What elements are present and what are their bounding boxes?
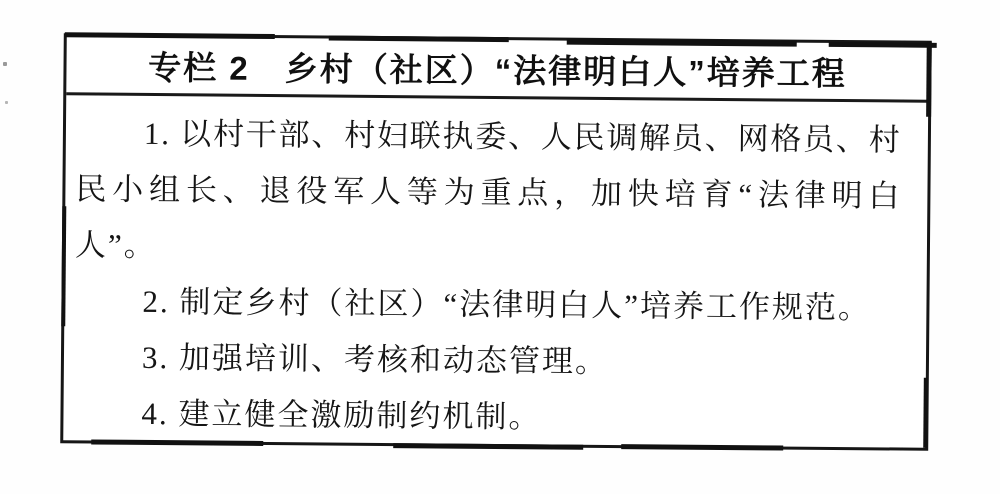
- border-artifact: [393, 443, 583, 450]
- border-artifact: [91, 439, 263, 446]
- body-line: 1 . 以 村 干 部 、 村 妇 联 执 委 、 人 民 调 解 员 、 网 格 员 、 村: [143, 115, 900, 158]
- border-artifact: [926, 42, 932, 117]
- body-line: 人”。: [74, 227, 157, 264]
- border-artifact: [829, 42, 937, 48]
- panel-title: 专栏 2 乡村（社区）“法律明白人”培养工程: [66, 36, 928, 103]
- border-artifact: [621, 444, 783, 450]
- body-line: 2. 制定乡村（社区）“法律明白人”培养工作规范。: [142, 283, 872, 326]
- callout-box: [60, 33, 932, 451]
- body-line: 3. 加强培训、考核和动态管理。: [141, 339, 609, 379]
- border-artifact: [923, 378, 928, 448]
- panel-body: [63, 95, 928, 449]
- scan-speck: [5, 101, 8, 104]
- body-line: 民 小 组 长 、 退 役 军 人 等 为 重 点 ， 加 快 培 育 “ 法 律 明 白: [75, 171, 900, 214]
- body-line: 4. 建立健全激励制约机制。: [141, 395, 542, 435]
- scan-speck: [3, 62, 7, 66]
